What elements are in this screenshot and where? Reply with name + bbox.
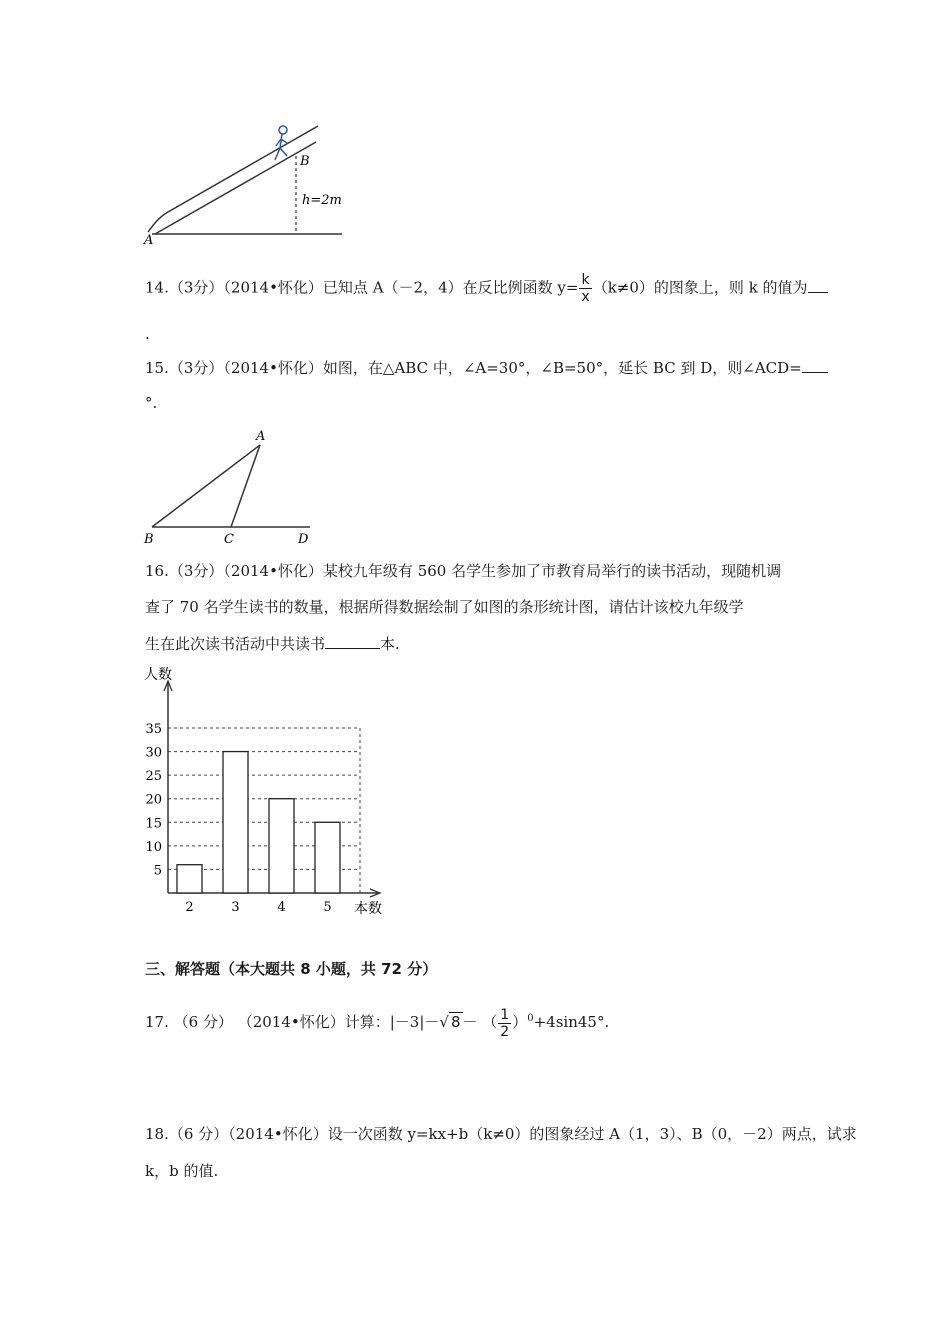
fraction-k-over-x: $\frac{k}{x}$ [581, 272, 590, 305]
question-18-line-2: k，b 的值. [145, 1162, 219, 1180]
bar [315, 822, 340, 893]
sqrt-8: √ 8 [439, 1013, 461, 1031]
y-tick-label: 10 [145, 839, 162, 855]
point-a-label: A [256, 429, 266, 444]
triangle-figure [140, 425, 330, 550]
ramp-figure [140, 118, 360, 248]
answer-blank [802, 356, 828, 373]
fraction-one-half: $\frac{1}{2}$ [500, 1006, 510, 1040]
bar [177, 865, 202, 893]
y-tick-label: 15 [145, 816, 162, 832]
bar [269, 799, 294, 893]
point-d-label: D [298, 532, 309, 547]
question-15: 15.（3分）（2014•怀化）如图，在△ABC 中，∠A=30°，∠B=50°，延长 BC 到 D，则∠ACD= [145, 356, 828, 379]
point-c-label: C [224, 532, 234, 547]
y-axis-label: 人数 [144, 667, 172, 683]
question-14: 14.（3分）（2014•怀化）已知点 A（－2，4）在反比例函数 y= $\frac{k}{x}$ （k≠0）的图象上，则 k 的值为 [145, 272, 828, 305]
side-ab [152, 445, 260, 527]
question-17: 17. （6 分） （2014•怀化）计算：|－3|－√ 8 － （ $\frac{1}{2}$ ）$^0$+4sin45°. [145, 1006, 610, 1040]
x-tick-label: 5 [323, 900, 332, 915]
label-b: B [300, 154, 310, 169]
y-tick-label: 25 [145, 769, 162, 785]
point-b-label: B [144, 532, 154, 547]
y-tick-label: 30 [145, 745, 162, 761]
x-tick-label: 3 [231, 900, 240, 915]
question-16-line-2: 查了 70 名学生读书的数量，根据所得数据绘制了如图的条形统计图，请估计该校九年级学 [145, 598, 744, 616]
bar-chart [140, 665, 400, 920]
section-3-title: 三、解答题（本大题共 8 小题，共 72 分） [145, 960, 438, 978]
ramp-lower-line [155, 142, 316, 234]
question-16-line-1: 16.（3分）（2014•怀化）某校九年级有 560 名学生参加了市教育局举行的读书活动，现随机调 [145, 562, 782, 580]
y-tick-label: 5 [153, 863, 162, 879]
y-tick-label: 20 [145, 792, 162, 808]
question-15-end: °. [145, 394, 158, 412]
label-a: A [144, 233, 154, 248]
x-axis-label: 本数 [354, 901, 382, 917]
height-label: h=2m [302, 193, 342, 208]
question-14-end: . [145, 325, 150, 343]
x-tick-label: 4 [277, 900, 286, 915]
question-16-line-3: 生在此次读书活动中共读书 本. [145, 632, 400, 655]
bar [223, 752, 248, 893]
side-ac [231, 445, 260, 527]
answer-blank [808, 276, 828, 293]
x-tick-label: 2 [185, 900, 194, 915]
question-18-line-1: 18.（6 分）（2014•怀化）设一次函数 y=kx+b（k≠0）的图象经过 A（1，3）、B（0，－2）两点，试求 [145, 1125, 857, 1143]
y-tick-label: 35 [145, 722, 162, 737]
answer-blank [325, 632, 380, 649]
walking-person-icon [275, 126, 287, 160]
ramp-upper-line [148, 126, 318, 232]
